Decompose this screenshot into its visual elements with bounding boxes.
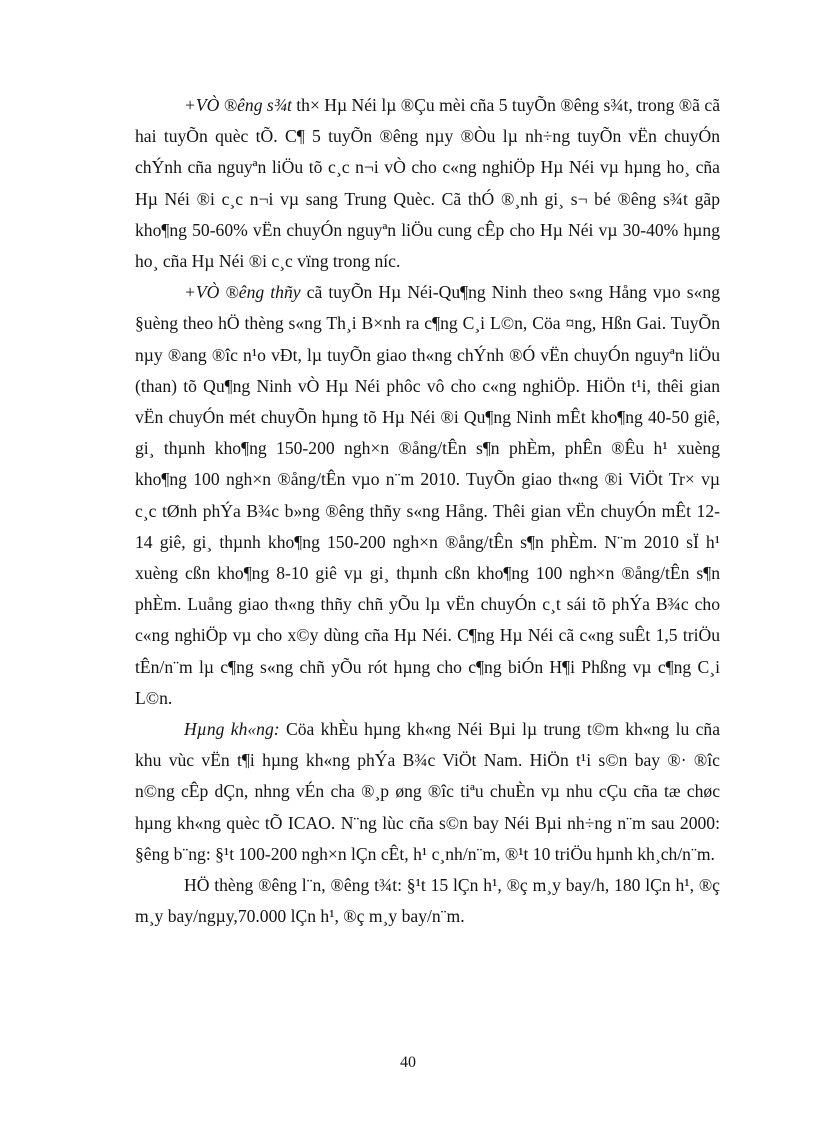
paragraph-rail [135,90,720,277]
paragraph-taxiway [135,870,720,932]
body-text [135,90,720,932]
paragraph-text: HÖ thèng ®êng l¨n, ®êng t¾t: §¹t 15 lÇn h¹, ®ç m¸y bay/h, 180 lÇn h¹, ®ç m¸y bay/ngµy,70.000 lÇn h¹, ®ç m¸y bay/n¨m. [135,875,720,927]
paragraph-text: Cöa khÈu hµng kh«ng Néi Bµi lµ trung t©m kh«ng lu cña khu vùc vËn t¶i hµng kh«ng phÝa B¾c ViÖt Nam. HiÖn t¹i s©n bay ®· ®îc n©ng cÊp dÇn, nhng vÉn cha ®¸p øng ®îc tiªu chuÈn vµ nhu cÇu cña tæ chøc hµng kh«ng quèc tÕ ICAO. N¨ng lùc cña s©n bay Néi Bµi nh÷ng n¨m sau 2000: §êng b¨ng: §¹t 100-200 ngh×n lÇn cÊt, h¹ c¸nh/n¨m, ®¹t 10 triÖu hµnh kh¸ch/n¨m. [135,719,720,864]
paragraph-text: th× Hµ Néi lµ ®Çu mèi cña 5 tuyÕn ®êng s¾t, trong ®ã cã hai tuyÕn quèc tÕ. C¶ 5 tuyÕn ®êng nµy ®Òu lµ nh÷ng tuyÕn vËn chuyÓn chÝnh cña nguyªn liÖu tõ c¸c n¬i vÒ cho c«ng nghiÖp Hµ Néi vµ hµng ho¸ cña Hµ Néi ®i c¸c n¬i vµ sang Trung Quèc. Cã thÓ ®¸nh gi¸ s¬ bé ®êng s¾t gãp kho¶ng 50-60% vËn chuyÓn nguyªn liÖu cung cÊp cho Hµ Néi vµ 30-40% hµng ho¸ cña Hµ Néi ®i c¸c vïng trong níc. [135,95,720,272]
paragraph-lead: +VÒ ®êng s¾t [184,95,292,115]
page-number: 40 [400,1054,416,1071]
paragraph-lead: +VÒ ®êng thñy [184,282,301,303]
paragraph-lead: Hµng kh«ng: [184,719,280,740]
paragraph-waterway [135,277,720,714]
paragraph-text: cã tuyÕn Hµ Néi-Qu¶ng Ninh theo s«ng Hång vµo s«ng §uèng theo hÖ thèng s«ng Th¸i B×nh ra c¶ng C¸i L©n, Cöa ¤ng, Hßn Gai. TuyÕn nµy ®ang ®îc n¹o vÐt, lµ tuyÕn giao th«ng chÝnh ®Ó vËn chuyÓn nguyªn liÖu (than) tõ Qu¶ng Ninh vÒ Hµ Néi phôc vô cho c«ng nghiÖp. HiÖn t¹i, thêi gian vËn chuyÓn mét chuyÕn hµng tõ Hµ Néi ®i Qu¶ng Ninh mÊt kho¶ng 40-50 giê, gi¸ thµnh kho¶ng 150-200 ngh×n ®ång/tÊn s¶n phÈm, phÊn ®Êu h¹ xuèng kho¶ng 100 ngh×n ®ång/tÊn vµo n¨m 2010. TuyÕn giao th«ng ®i ViÖt Tr× vµ c¸c tØnh phÝa B¾c b»ng ®êng thñy s«ng Hång. Thêi gian vËn chuyÓn mÊt 12-14 giê, gi¸ thµnh kho¶ng 150-200 ngh×n ®ång/tÊn s¶n phÈm. N¨m 2010 sÏ h¹ xuèng cßn kho¶ng 8-10 giê vµ gi¸ thµnh cßn kho¶ng 100 ngh×n ®ång/tÊn s¶n phÈm. Luång giao th«ng thñy chñ yÕu lµ vËn chuyÓn c¸t sái tõ phÝa B¾c cho c«ng nghiÖp vµ cho x©y dùng cña Hµ Néi. C¶ng Hµ Néi cã c«ng suÊt 1,5 triÖu tÊn/n¨m lµ c¶ng s«ng chñ yÕu rót hµng cho c¶ng biÓn H¶i Phßng vµ c¶ng C¸i L©n. [135,282,720,708]
paragraph-aviation [135,714,720,870]
